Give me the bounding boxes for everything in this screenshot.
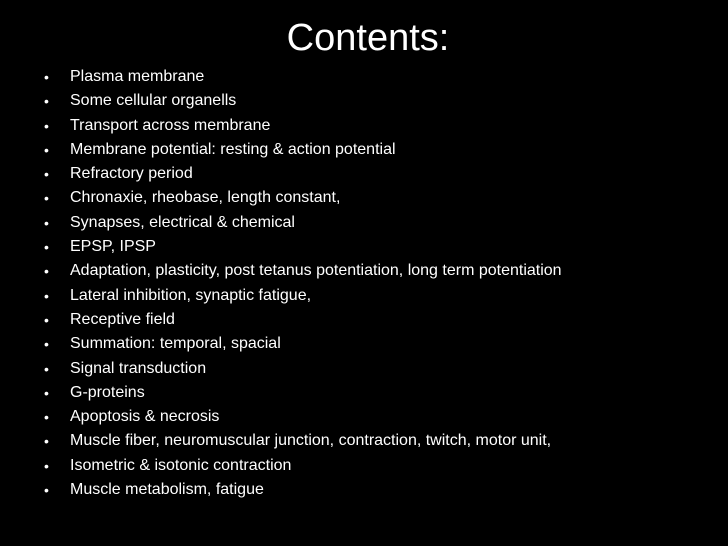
- bullet-icon: •: [44, 93, 49, 110]
- bullet-icon: •: [44, 457, 49, 474]
- list-item: [44, 211, 562, 235]
- list-item: [44, 429, 562, 453]
- bullet-icon: •: [44, 287, 49, 304]
- list-item: [44, 65, 562, 89]
- list-item: [44, 454, 562, 478]
- list-item-text: Muscle metabolism, fatigue: [70, 481, 264, 499]
- list-item-text: Lateral inhibition, synaptic fatigue,: [70, 286, 312, 304]
- list-item-text: Summation: temporal, spacial: [70, 335, 281, 353]
- list-item-text: Apoptosis & necrosis: [70, 408, 220, 426]
- list-item-text: G-proteins: [70, 383, 145, 401]
- bullet-icon: •: [44, 336, 49, 353]
- list-item: [44, 381, 562, 405]
- bullet-icon: •: [44, 239, 49, 256]
- bullet-icon: •: [44, 482, 49, 499]
- bullet-icon: •: [44, 141, 49, 158]
- list-item: [44, 405, 562, 429]
- list-item-text: Plasma membrane: [70, 68, 205, 85]
- list-item: [44, 138, 562, 162]
- list-item: [44, 357, 562, 381]
- bullet-icon: •: [44, 117, 49, 134]
- list-item: [44, 284, 562, 308]
- list-item-text: Adaptation, plasticity, post tetanus potentiation, long term potentiation: [70, 262, 562, 280]
- list-item: [44, 308, 562, 332]
- list-item-text: Muscle fiber, neuromuscular junction, contraction, twitch, motor unit,: [70, 432, 552, 450]
- list-item-text: Refractory period: [70, 165, 193, 183]
- list-item-text: Receptive field: [70, 310, 175, 328]
- list-item: [44, 235, 562, 259]
- list-item: [44, 89, 562, 113]
- list-item-text: Synapses, electrical & chemical: [70, 213, 295, 231]
- bullet-icon: •: [44, 263, 49, 280]
- bullet-icon: •: [44, 360, 49, 377]
- list-item-text: Chronaxie, rheobase, length constant,: [70, 189, 341, 207]
- slide-title: Contents:: [286, 17, 450, 59]
- bullet-icon: •: [44, 190, 49, 207]
- list-item-text: Signal transduction: [70, 359, 207, 377]
- list-item: [44, 332, 562, 356]
- list-item-text: Some cellular organells: [70, 92, 237, 110]
- list-item-text: Transport across membrane: [70, 116, 271, 134]
- list-item-text: EPSP, IPSP: [70, 238, 156, 256]
- bullet-icon: •: [44, 166, 49, 183]
- bullet-icon: •: [44, 433, 49, 450]
- list-item-text: Membrane potential: resting & action potential: [70, 140, 396, 158]
- bullet-icon: •: [44, 311, 49, 328]
- list-item: [44, 162, 562, 186]
- list-item: [44, 259, 562, 283]
- bullet-icon: •: [44, 69, 49, 85]
- list-item-text: Isometric & isotonic contraction: [70, 456, 292, 474]
- bullet-icon: •: [44, 409, 49, 426]
- bullet-icon: •: [44, 214, 49, 231]
- bullet-icon: •: [44, 384, 49, 401]
- list-item: [44, 114, 562, 138]
- bullet-list: [44, 65, 562, 502]
- list-item: [44, 478, 562, 502]
- list-item: [44, 186, 562, 210]
